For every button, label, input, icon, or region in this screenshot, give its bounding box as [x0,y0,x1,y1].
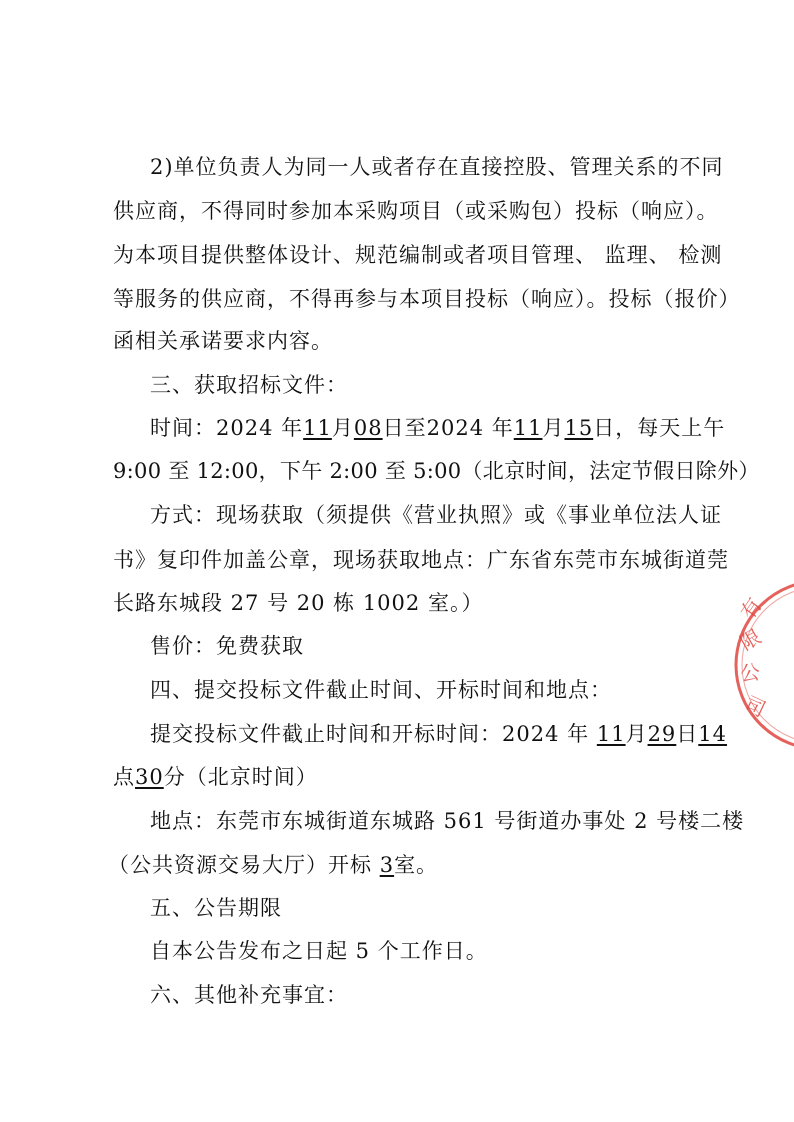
paragraph-line: 方式：现场获取（须提供《营业执照》或《事业单位法人证 [150,503,722,527]
start-day: 08 [353,416,383,440]
price-line: 售价：免费获取 [150,634,304,658]
paragraph-line: 自本公告发布之日起 5 个工作日。 [150,939,488,963]
section-heading: 五、公告期限 [150,896,282,920]
deadline-line-2: 点30分（北京时间） [113,765,318,789]
paragraph-line: 地点：东莞市东城街道东城路 561 号街道办事处 2 号楼二楼 [150,809,745,833]
acquire-time-line: 时间：2024 年11月08日至2024 年11月15日，每天上午 [150,416,726,440]
svg-text:有: 有 [735,593,767,624]
start-month: 11 [303,416,332,440]
section-heading: 六、其他补充事宜： [150,983,348,1007]
company-seal [728,565,794,765]
svg-text:公: 公 [738,659,762,686]
svg-text:司: 司 [741,691,770,722]
paragraph-line [113,284,741,314]
end-day: 15 [564,416,594,440]
text-line: 为本项目提供整体设计、规范编制或者项目管理、 监理、 检测 [113,243,723,267]
paragraph-line [150,152,724,182]
paragraph-line [113,240,722,270]
deadline-line: 提交投标文件截止时间和开标时间：2024 年 11月29日14 [150,722,728,746]
paragraph-line [113,196,719,226]
paragraph-line: 9:00 至 12:00，下午 2:00 至 5:00（北京时间，法定节假日除外） [113,459,760,483]
text-line: 供应商，不得同时参加本采购项目（或采购包）投标（响应）。 [113,199,719,223]
end-month: 11 [513,416,543,440]
paragraph-line [113,326,333,356]
text-line: 函相关承诺要求内容。 [113,329,333,353]
deadline-hour: 14 [698,722,728,746]
text-line: 等服务的供应商，不得再参与本项目投标（响应）。投标（报价） [113,287,741,311]
text-line: 2)单位负责人为同一人或者存在直接控股、管理关系的不同 [150,155,724,179]
deadline-minute: 30 [135,765,164,789]
room-number: 3 [379,853,395,877]
seal-graphic [728,565,794,765]
deadline-day: 29 [647,722,677,746]
section-heading: 四、提交投标文件截止时间、开标时间和地点： [150,678,612,702]
paragraph-line: 长路东城段 27 号 20 栋 1002 室。） [113,591,484,615]
deadline-month: 11 [596,722,626,746]
svg-text:限: 限 [735,624,766,656]
paragraph-line: 书》复印件加盖公章，现场获取地点：广东省东莞市东城街道莞 [113,548,729,572]
section-heading: 三、获取招标文件： [150,373,348,397]
paragraph-line: （公共资源交易大厅）开标 3室。 [108,853,439,877]
